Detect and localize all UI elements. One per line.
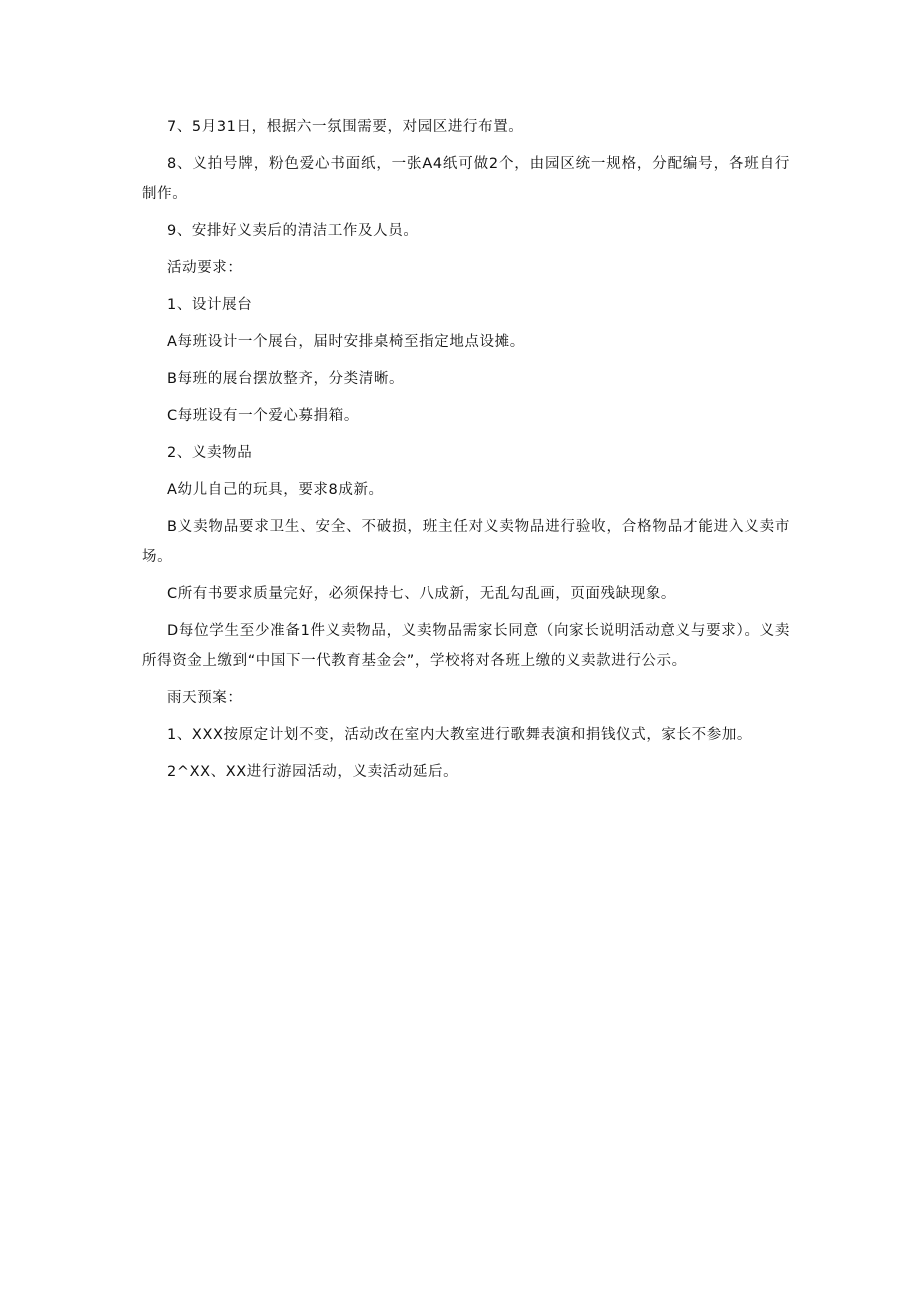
paragraph-item-8-bid-paddles: 8、义拍号牌，粉色爱心书面纸，一张A4纸可做2个，由园区统一规格，分配编号，各班自行制作。 [142,156,790,202]
paragraph-item-9-cleanup: 9、安排好义卖后的清洁工作及人员。 [167,223,419,239]
subheading-design-booth: 1、设计展台 [167,297,253,313]
paragraph-booth-c: C每班设有一个爱心募捐箱。 [167,408,359,424]
document-body [142,112,790,787]
section-heading-rain-plan: 雨天预案： [167,690,243,706]
paragraph-rain-plan-2: 2^XX、XX进行游园活动，义卖活动延后。 [167,764,459,780]
paragraph-item-7-decoration: 7、5月31日，根据六一氛围需要，对园区进行布置。 [167,119,524,135]
paragraph-items-a: A幼儿自己的玩具，要求8成新。 [167,482,384,498]
section-heading-requirements: 活动要求： [167,260,243,276]
paragraph-rain-plan-1: 1、XXX按原定计划不变，活动改在室内大教室进行歌舞表演和捐钱仪式，家长不参加。 [167,727,753,743]
paragraph-booth-a: A每班设计一个展台，届时安排桌椅至指定地点设摊。 [167,334,525,350]
subheading-charity-items: 2、义卖物品 [167,445,253,461]
paragraph-items-d: D每位学生至少准备1件义卖物品，义卖物品需家长同意（向家长说明活动意义与要求）。义卖所得资金上缴到“中国下一代教育基金会”，学校将对各班上缴的义卖款进行公示。 [142,623,790,669]
paragraph-items-b: B义卖物品要求卫生、安全、不破损，班主任对义卖物品进行验收，合格物品才能进入义卖市场。 [142,519,790,565]
paragraph-booth-b: B每班的展台摆放整齐，分类清晰。 [167,371,405,387]
paragraph-items-c: C所有书要求质量完好，必须保持七、八成新，无乱勾乱画，页面残缺现象。 [167,586,677,602]
